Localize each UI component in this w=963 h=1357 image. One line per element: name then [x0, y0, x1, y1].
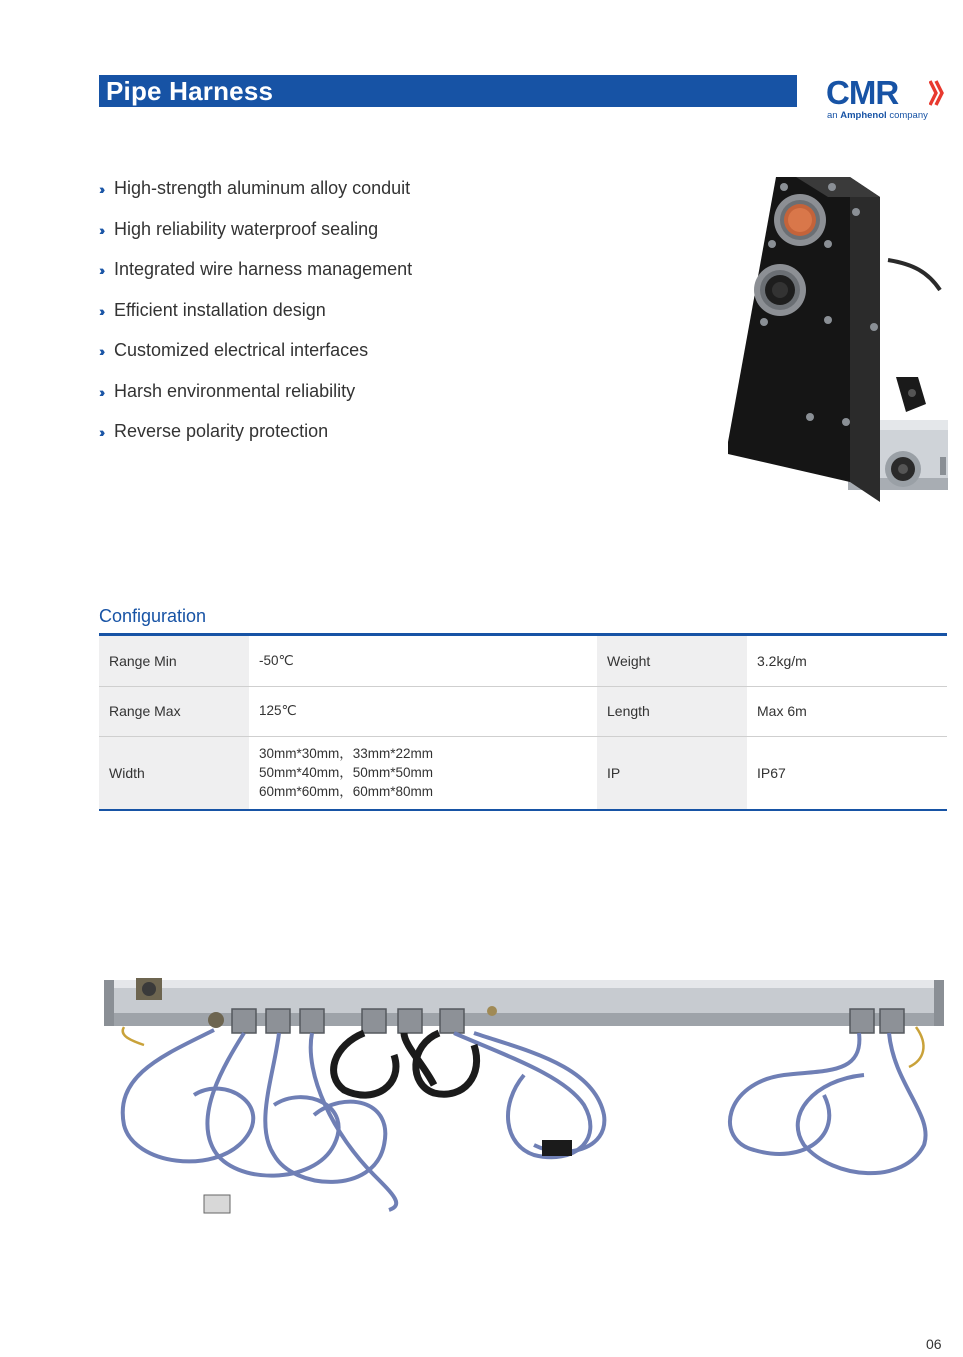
feature-text: Reverse polarity protection [114, 421, 329, 441]
width-option-line: 30mm*30mm，33mm*22mm [259, 746, 434, 762]
connector-box-photo [728, 172, 948, 517]
feature-item [99, 300, 412, 341]
feature-item [99, 259, 412, 300]
section-title: Configuration [99, 606, 207, 626]
feature-text: Efficient installation design [114, 299, 326, 320]
double-chevron-icon: ›› [99, 262, 103, 278]
feature-text: High reliability waterproof sealing [114, 218, 379, 239]
feature-item [99, 178, 412, 219]
feature-text: Harsh environmental reliability [114, 380, 356, 401]
cell-label: Range Min [99, 636, 249, 686]
cell-value [249, 736, 597, 810]
logo-tagline-brand: Amphenol [840, 110, 887, 121]
logo-tagline [827, 110, 928, 121]
cell-label: Width [99, 736, 249, 810]
cell-label: Range Max [99, 686, 249, 736]
double-chevron-icon: ›› [99, 302, 103, 319]
double-chevron-icon: ›› [99, 221, 103, 238]
feature-text: Integrated wire harness management [114, 259, 413, 279]
double-chevron-icon: ›› [99, 383, 103, 400]
feature-list [99, 178, 412, 462]
logo-tagline-prefix: an [827, 110, 838, 121]
page-title: Pipe Harness [99, 75, 797, 107]
cell-value: Max 6m [747, 686, 947, 736]
double-chevron-icon: ›› [99, 424, 103, 440]
feature-item [99, 421, 412, 462]
table-row [99, 736, 947, 810]
cell-label: IP [597, 736, 747, 810]
cell-value: -50℃ [249, 636, 597, 686]
width-option-line: 50mm*40mm，50mm*50mm [259, 765, 434, 781]
cell-label: Weight [597, 636, 747, 686]
logo-chevron-icon [929, 78, 945, 108]
double-chevron-icon: ›› [99, 343, 103, 359]
logo-tagline-suffix: company [889, 110, 928, 121]
double-chevron-icon: ›› [99, 181, 103, 197]
feature-text: Customized electrical interfaces [114, 340, 369, 360]
cell-value: 3.2kg/m [747, 636, 947, 686]
cmr-logo [826, 75, 946, 121]
configuration-table [99, 636, 947, 811]
feature-item [99, 381, 412, 422]
cell-value: IP67 [747, 736, 947, 810]
pipe-harness-photo [104, 975, 944, 1225]
cell-label: Length [597, 686, 747, 736]
cell-value: 125℃ [249, 686, 597, 736]
width-option-line: 60mm*60mm，60mm*80mm [259, 784, 434, 800]
table-row [99, 686, 947, 736]
feature-item [99, 340, 412, 381]
logo-wordmark: CMR [826, 74, 899, 111]
feature-item [99, 219, 412, 260]
feature-text: High-strength aluminum alloy conduit [114, 178, 411, 198]
table-row [99, 636, 947, 686]
page-number: 06 [926, 1336, 942, 1352]
